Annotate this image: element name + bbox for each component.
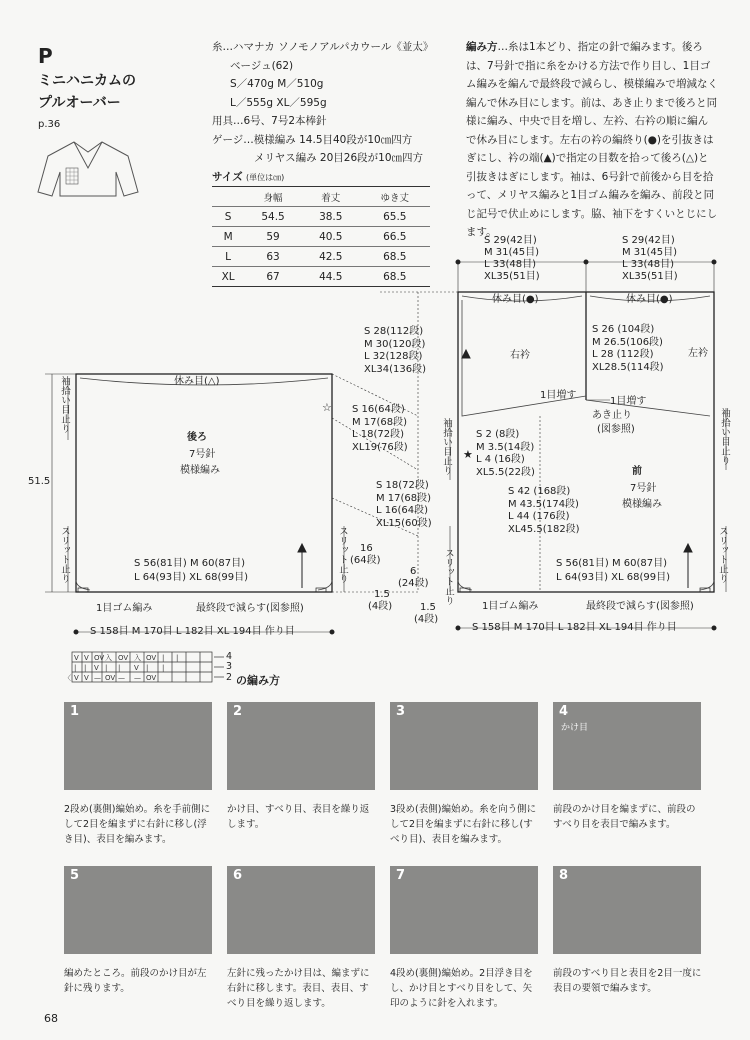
chart-row-4: 4 bbox=[226, 651, 233, 662]
page-number: 68 bbox=[44, 1012, 58, 1025]
step-caption-1: 2段め(裏側)編始め。糸を手前側にして2目を編まずに右針に移し(浮き目)、表目を編みます。 bbox=[64, 804, 211, 845]
chart-row-3: 3 bbox=[226, 661, 233, 672]
svg-text:|: | bbox=[176, 654, 179, 662]
dim-slit-6-rows: (24段) bbox=[398, 578, 429, 589]
step-caption-7: 4段め(裏側)編始め。2目浮き目をし、かけ目とすべり目をして、矢印のように針を入れます。 bbox=[390, 968, 533, 1009]
table-row: XL 67 44.5 68.5 bbox=[212, 267, 430, 287]
dim-top-right: S 29(42目) M 31(45目) L 33(48目) XL35(51目) bbox=[622, 235, 678, 282]
svg-text:入: 入 bbox=[105, 654, 112, 662]
front-pattern: 模様編み bbox=[622, 499, 662, 510]
header-length: 着丈 bbox=[302, 187, 360, 207]
header-sleeve: ゆき丈 bbox=[360, 187, 430, 207]
svg-text:V: V bbox=[134, 664, 139, 672]
step-photo-2: 2 bbox=[227, 702, 375, 790]
back-dec: 最終段で減らす(図参照) bbox=[196, 603, 304, 614]
step-photo-7: 7 bbox=[390, 866, 538, 954]
dim-yoke: S 16(64段) M 17(68段) L 18(72段) XL19(76段) bbox=[352, 404, 408, 453]
dim-slit-6: 6 bbox=[410, 566, 417, 577]
svg-text:|: | bbox=[146, 664, 149, 672]
dim-rib-back-rows: (4段) bbox=[368, 601, 393, 612]
svg-text:〈: 〈 bbox=[64, 674, 71, 682]
front-needle: 7号針 bbox=[630, 483, 657, 494]
table-row: L 63 42.5 68.5 bbox=[212, 247, 430, 267]
gauge-line-2: メリヤス編み 20目26段が10㎝四方 bbox=[254, 152, 423, 164]
table-row: S 54.5 38.5 65.5 bbox=[212, 207, 430, 227]
dim-collar-right: S 26 (104段) M 26.5(106段) L 28 (112段) XL28.5(114段) bbox=[592, 324, 664, 373]
dim-collar-height: S 28(112段) M 30(120段) L 32(128段) XL34(136段) bbox=[364, 326, 427, 375]
front-inc-2: 1目増す bbox=[610, 396, 647, 407]
front-left-collar: 左衿 bbox=[688, 348, 708, 359]
front-sts-2: L 64(93目) XL 68(99目) bbox=[556, 572, 671, 583]
yarn-line: 糸…ハマナカ ソノモノアルパカウール《並太》 bbox=[212, 41, 434, 53]
step-caption-5: 編めたところ。前段のかけ目が左針に残ります。 bbox=[64, 968, 207, 994]
svg-text:OV: OV bbox=[146, 654, 157, 662]
dim-slit-16-rows: (64段) bbox=[350, 555, 381, 566]
pattern-letter: P bbox=[38, 44, 53, 68]
svg-text:入: 入 bbox=[134, 654, 141, 662]
svg-text:V: V bbox=[84, 674, 89, 682]
front-rib: 1目ゴム編み bbox=[482, 601, 539, 612]
step-caption-3: 3段め(表側)編始め。糸を向う側にして2目を編まずに右針に移し(すべり目)、表目を編みます。 bbox=[390, 804, 537, 845]
back-title: 後ろ bbox=[187, 432, 207, 443]
step-photo-6: 6 bbox=[227, 866, 375, 954]
dim-slit-16: 16 bbox=[360, 543, 373, 554]
instructions-body: …糸は1本どり、指定の針で編みます。後ろは、7号針で指に糸をかける方法で作り目し、1目ゴム編みを編んで最終段で減らし、模様編みで増減なく編んで休み目にします。前は、あき止りまで後ろと同様に編み、中央で目を増し、左衿、右衿の順に編んで休み目にします。左右の衿の編終り(●)を引抜きはぎにし、衿の端(▲)で指定の目数を拾って後ろ(△)と引抜きはぎにします。袖は、6号針で前後から目を拾って、メリヤス編みと1目ゴム編みを編み、前段と同じ記号で伏止めにします。脇、袖下をすくいとじにします。 bbox=[466, 41, 718, 238]
step-photo-5: 5 bbox=[64, 866, 212, 954]
amounts-line-2: L／555g XL／595g bbox=[230, 96, 327, 109]
front-rest-left: 休み目(●) bbox=[492, 294, 539, 305]
front-sleeve-pickup-right: 袖拾い目止り bbox=[719, 408, 730, 465]
size-unit: (単位は㎝) bbox=[246, 172, 285, 182]
svg-text:OV: OV bbox=[94, 654, 105, 662]
back-sleeve-pickup: 袖拾い目止り bbox=[59, 376, 70, 433]
svg-text:★: ★ bbox=[463, 448, 473, 461]
step-caption-8: 前段のすべり目と表目を2目一度に表目の要領で編みます。 bbox=[553, 968, 702, 994]
front-cast: S 158目 M 170目 L 182目 XL 194目 作り目 bbox=[472, 622, 677, 633]
step-photo-4: 4 かけ目 bbox=[553, 702, 701, 790]
svg-text:OV: OV bbox=[105, 674, 116, 682]
svg-text:|: | bbox=[162, 664, 165, 672]
svg-text:OV: OV bbox=[146, 674, 157, 682]
dim-rib-front-rows: (4段) bbox=[414, 614, 439, 625]
dim-rib-front: 1.5 bbox=[420, 602, 436, 613]
back-sts-1: S 56(81目) M 60(87目) bbox=[134, 558, 246, 569]
dim-top-left: S 29(42目) M 31(45目) L 33(48目) XL35(51目) bbox=[484, 235, 540, 282]
step-caption-4: 前段のかけ目を編まずに、前段のすべり目を表目で編みます。 bbox=[553, 804, 696, 830]
step-caption-2: かけ目、すべり目、表目を繰り返します。 bbox=[227, 804, 370, 830]
chart-title: の編み方 bbox=[236, 674, 280, 687]
size-label: サイズ bbox=[212, 170, 243, 183]
back-cast: S 158目 M 170目 L 182目 XL 194目 作り目 bbox=[90, 626, 295, 637]
front-right-collar: 右衿 bbox=[510, 350, 530, 361]
header-width: 身幅 bbox=[244, 187, 302, 207]
front-rest-right: 休み目(●) bbox=[626, 294, 673, 305]
front-opening: あき止り bbox=[592, 410, 632, 421]
svg-text:V: V bbox=[84, 654, 89, 662]
svg-text:|: | bbox=[84, 664, 87, 672]
step-photo-1: 1 bbox=[64, 702, 212, 790]
svg-text:—: — bbox=[134, 674, 141, 682]
back-needle: 7号針 bbox=[189, 449, 216, 460]
back-top-label: 休み目(△) bbox=[174, 376, 220, 387]
dim-open: S 2 (8段) M 3.5(14段) L 4 (16段) XL5.5(22段) bbox=[476, 429, 535, 478]
back-height: 51.5 bbox=[28, 476, 51, 487]
title-line-2: プルオーバー bbox=[38, 95, 121, 111]
back-pattern: 模様編み bbox=[180, 465, 220, 476]
tools-line: 用具…6号、7号2本棒針 bbox=[212, 115, 327, 127]
chart-row-2: 2 bbox=[226, 672, 233, 683]
title-line-1: ミニハニカムの bbox=[38, 73, 136, 89]
front-sleeve-pickup-left: 袖拾い目止り bbox=[441, 418, 452, 475]
svg-text:OV: OV bbox=[118, 654, 129, 662]
amounts-line-1: S／470g M／510g bbox=[230, 78, 324, 90]
svg-text:V: V bbox=[74, 654, 79, 662]
svg-text:|: | bbox=[162, 654, 165, 662]
step-4-label: かけ目 bbox=[561, 723, 589, 733]
back-slit-right: スリット止り bbox=[337, 526, 348, 583]
step-caption-6: 左針に残ったかけ目は、編まずに右針に移します。表目、表目、すべり目を繰り返します。 bbox=[227, 968, 370, 1009]
color-line: ベージュ(62) bbox=[230, 59, 294, 72]
svg-text:|: | bbox=[118, 664, 121, 672]
dim-body-back: S 18(72段) M 17(68段) L 16(64段) XL15(60段) bbox=[376, 480, 432, 529]
svg-text:|: | bbox=[74, 664, 77, 672]
page-ref: p.36 bbox=[38, 119, 61, 130]
gauge-line-1: ゲージ…模様編み 14.5目40段が10㎝四方 bbox=[212, 133, 413, 146]
front-slit-left: スリット止り bbox=[443, 548, 454, 605]
svg-text:—: — bbox=[94, 674, 101, 682]
front-dec: 最終段で減らす(図参照) bbox=[586, 601, 694, 612]
back-sts-2: L 64(93目) XL 68(99目) bbox=[134, 572, 249, 583]
step-photo-3: 3 bbox=[390, 702, 538, 790]
back-slit-left: スリット止り bbox=[59, 526, 70, 583]
svg-text:—: — bbox=[118, 674, 125, 682]
svg-text:|: | bbox=[105, 664, 108, 672]
dim-rib-back: 1.5 bbox=[374, 589, 390, 600]
front-slit-right: スリット止り bbox=[717, 526, 728, 583]
svg-text:V: V bbox=[94, 664, 99, 672]
front-sts-1: S 56(81目) M 60(87目) bbox=[556, 558, 668, 569]
svg-text:V: V bbox=[74, 674, 79, 682]
dim-body-front: S 42 (168段) M 43.5(174段) L 44 (176段) XL45.5(182段) bbox=[508, 486, 580, 535]
front-inc-1: 1目増す bbox=[540, 390, 577, 401]
front-title: 前 bbox=[632, 466, 642, 477]
back-rib: 1目ゴム編み bbox=[96, 603, 153, 614]
instructions-heading: 編み方 bbox=[466, 41, 498, 53]
front-opening-ref: (図参照) bbox=[597, 424, 635, 435]
svg-text:☆: ☆ bbox=[322, 401, 332, 414]
step-photo-8: 8 bbox=[553, 866, 701, 954]
table-row: M 59 40.5 66.5 bbox=[212, 227, 430, 247]
